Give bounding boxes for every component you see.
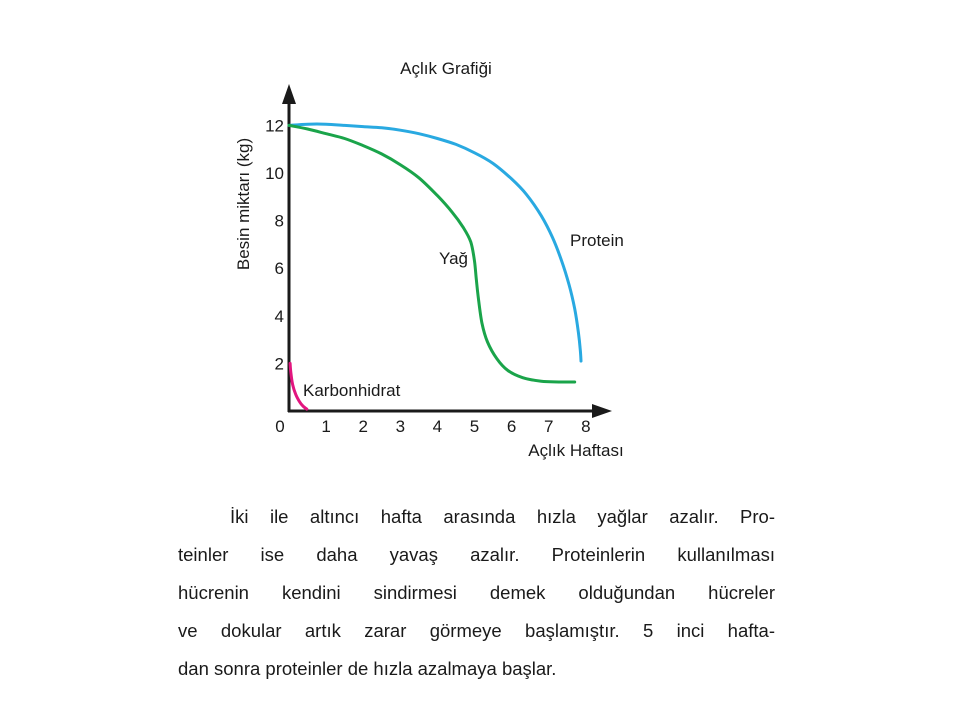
paragraph-line: hücrenin kendini sindirmesi demek olduğundan hücreler	[178, 582, 775, 603]
y-tick-label: 4	[274, 306, 284, 326]
x-tick-label: 8	[581, 417, 591, 436]
chart-title: Açlık Grafiği	[400, 59, 492, 78]
series-line-protein	[289, 124, 581, 361]
series-label-protein: Protein	[570, 231, 624, 250]
series-label-karbonhidrat: Karbonhidrat	[303, 381, 401, 400]
series-label-yag: Yağ	[439, 249, 468, 268]
x-tick-label: 7	[543, 417, 554, 436]
paragraph-line: dan sonra proteinler de hızla azalmaya başlar.	[178, 658, 557, 679]
y-axis-arrowhead	[282, 84, 296, 104]
y-tick-label: 8	[274, 211, 284, 231]
y-tick-label: 10	[265, 164, 284, 183]
paragraph-line: İki ile altıncı hafta arasında hızla yağlar azalır. Pro-	[230, 506, 775, 527]
y-axis-label: Besin miktarı (kg)	[234, 137, 253, 271]
x-tick-label: 3	[395, 417, 406, 436]
origin-label: 0	[275, 417, 285, 436]
paragraph-line: teinler ise daha yavaş azalır. Proteinlerin kullanılması	[178, 544, 775, 565]
x-tick-label: 6	[506, 417, 517, 436]
x-tick-labels	[321, 417, 590, 436]
y-tick-label: 12	[265, 116, 284, 136]
y-tick-labels	[265, 116, 284, 373]
y-tick-label: 2	[274, 354, 284, 374]
x-axis-arrowhead	[592, 404, 612, 418]
x-axis	[288, 404, 612, 418]
explanation-paragraph	[178, 498, 775, 688]
series-line-ya-	[289, 125, 575, 382]
x-tick-label: 1	[321, 417, 331, 436]
y-tick-label: 6	[274, 259, 284, 279]
x-tick-label: 4	[432, 417, 443, 436]
x-axis-label: Açlık Haftası	[528, 441, 624, 460]
series-lines	[289, 124, 581, 409]
x-tick-label: 5	[469, 417, 480, 436]
x-tick-label: 2	[358, 417, 368, 436]
paragraph-line: ve dokular artık zarar görmeye başlamıştır. 5 inci hafta-	[178, 620, 775, 641]
